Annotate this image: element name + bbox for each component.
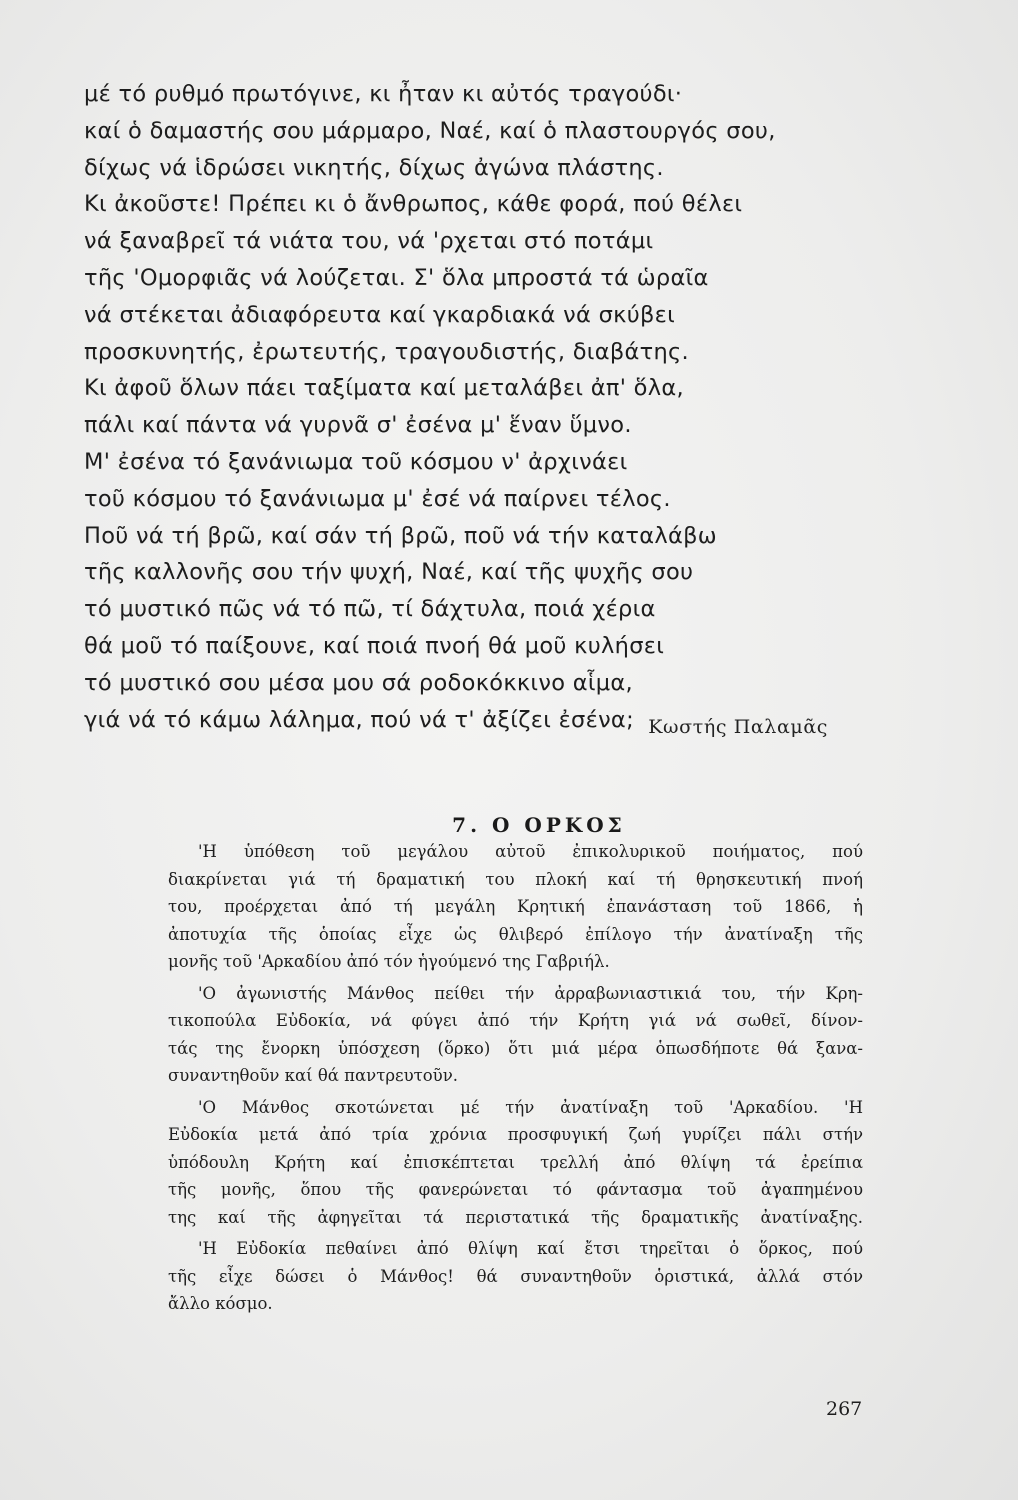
poem-line: Κι ἀφοῦ ὅλων πάει ταξίματα καί μεταλάβει ἀπ' ὅλα, xyxy=(84,375,684,402)
poem-line: προσκυνητής, ἐρωτευτής, τραγουδιστής, διαβάτης. xyxy=(84,338,689,365)
note-line: ὑπόδουλη Κρήτη καί ἐπισκέπτεται τρελλή ἀπό θλίψη τά ἐρείπια xyxy=(168,1152,863,1172)
poem-line: Μ' ἐσένα τό ξανάνιωμα τοῦ κόσμου ν' ἀρχινάει xyxy=(84,448,628,475)
note-line: ἀποτυχία τῆς ὁποίας εἶχε ὡς θλιβερό ἐπίλογο τήν ἀνατίναξη τῆς xyxy=(168,924,863,944)
poem-line: τό μυστικό πῶς νά τό πῶ, τί δάχτυλα, ποιά χέρια xyxy=(84,596,656,623)
note-line: Εὐδοκία μετά ἀπό τρία χρόνια προσφυγική ζωή γυρίζει πάλι στήν xyxy=(168,1125,863,1144)
note-line: μονῆς τοῦ 'Αρκαδίου ἀπό τόν ἡγούμενό της Γαβριήλ. xyxy=(168,952,610,971)
poem-line: νά στέκεται ἀδιαφόρευτα καί γκαρδιακά νά σκύβει xyxy=(84,301,676,328)
poem-line: τοῦ κόσμου τό ξανάνιωμα μ' ἐσέ νά παίρνει τέλος. xyxy=(84,485,671,512)
poem-line: τῆς καλλονῆς σου τήν ψυχή, Ναέ, καί τῆς ψυχῆς σου xyxy=(84,559,694,586)
poem-line: νά ξαναβρεῖ τά νιάτα του, νά 'ρχεται στό ποτάμι xyxy=(84,228,654,255)
poem-line: τό μυστικό σου μέσα μου σά ροδοκόκκινο αἷμα, xyxy=(84,669,633,696)
note-line: τῆς μονῆς, ὅπου τῆς φανερώνεται τό φάντασμα τοῦ ἀγαπημένου xyxy=(168,1180,863,1199)
poem-line: μέ τό ρυθμό πρωτόγινε, κι ἦταν κι αὐτός τραγούδι· xyxy=(84,81,683,107)
poem-line: τῆς 'Ομορφιᾶς νά λούζεται. Σ' ὅλα μπροστά τά ὡραῖα xyxy=(84,264,709,291)
poem-line: γιά νά τό κάμω λάλημα, πού νά τ' ἀξίζει ἐσένα; xyxy=(84,706,634,733)
poem-line: πάλι καί πάντα νά γυρνᾶ σ' ἐσένα μ' ἕναν ὕμνο. xyxy=(84,412,632,439)
note-line: 'Η ὑπόθεση τοῦ μεγάλου αὐτοῦ ἐπικολυρικοῦ ποιήματος, πού xyxy=(198,842,863,861)
note-line: 'Η Εὐδοκία πεθαίνει ἀπό θλίψη καί ἔτσι τηρεῖται ὁ ὅρκος, πού xyxy=(198,1239,863,1258)
note-line: τικοπούλα Εὐδοκία, νά φύγει ἀπό τήν Κρήτη γιά νά σωθεῖ, δίνον- xyxy=(168,1011,863,1030)
note-paragraph xyxy=(168,1235,863,1318)
page-number: 267 xyxy=(826,1398,863,1420)
poem-block xyxy=(84,76,844,738)
note-line: συναντηθοῦν καί θά παντρευτοῦν. xyxy=(168,1066,458,1085)
poem-line: θά μοῦ τό παίξουνε, καί ποιά πνοή θά μοῦ κυλήσει xyxy=(84,632,665,659)
note-line: 'Ο Μάνθος σκοτώνεται μέ τήν ἀνατίναξη τοῦ 'Αρκαδίου. 'Η xyxy=(198,1097,863,1117)
note-line: τῆς εἶχε δώσει ὁ Μάνθος! θά συναντηθοῦν ὁριστικά, ἀλλά στόν xyxy=(168,1266,863,1286)
poem-line: Ποῦ νά τή βρῶ, καί σάν τή βρῶ, ποῦ νά τήν καταλάβω xyxy=(84,522,717,549)
note-paragraph xyxy=(168,1094,863,1232)
note-line: ἄλλο κόσμο. xyxy=(168,1294,273,1313)
note-line: της καί τῆς ἀφηγεῖται τά περιστατικά τῆς δραματικῆς ἀνατίναξης. xyxy=(168,1207,863,1227)
note-paragraph xyxy=(168,980,863,1090)
introductory-note xyxy=(168,838,863,1318)
note-line: 'Ο ἀγωνιστής Μάνθος πείθει τήν ἀρραβωνιαστικιά του, τήν Κρη- xyxy=(198,983,863,1003)
section-heading: 7. Ο ΟΡΚΟΣ xyxy=(452,813,626,837)
poem-line: καί ὁ δαμαστής σου μάρμαρο, Ναέ, καί ὁ πλαστουργός σου, xyxy=(84,117,776,144)
note-line: τάς της ἔνορκη ὑπόσχεση (ὅρκο) ὅτι μιά μέρα ὁπωσδήποτε θά ξανα- xyxy=(168,1038,863,1058)
poem-line: Κι ἀκοῦστε! Πρέπει κι ὁ ἄνθρωπος, κάθε φορά, πού θέλει xyxy=(84,191,743,218)
note-line: διακρίνεται γιά τή δραματική του πλοκή καί τή θρησκευτική πνοή xyxy=(168,869,863,889)
poem-author: Κωστής Παλαμᾶς xyxy=(648,716,828,738)
poem-line: δίχως νά ἱδρώσει νικητής, δίχως ἀγώνα πλάστης. xyxy=(84,154,664,181)
note-paragraph xyxy=(168,838,863,976)
note-line: του, προέρχεται ἀπό τή μεγάλη Κρητική ἐπανάσταση τοῦ 1866, ἡ xyxy=(168,897,863,916)
